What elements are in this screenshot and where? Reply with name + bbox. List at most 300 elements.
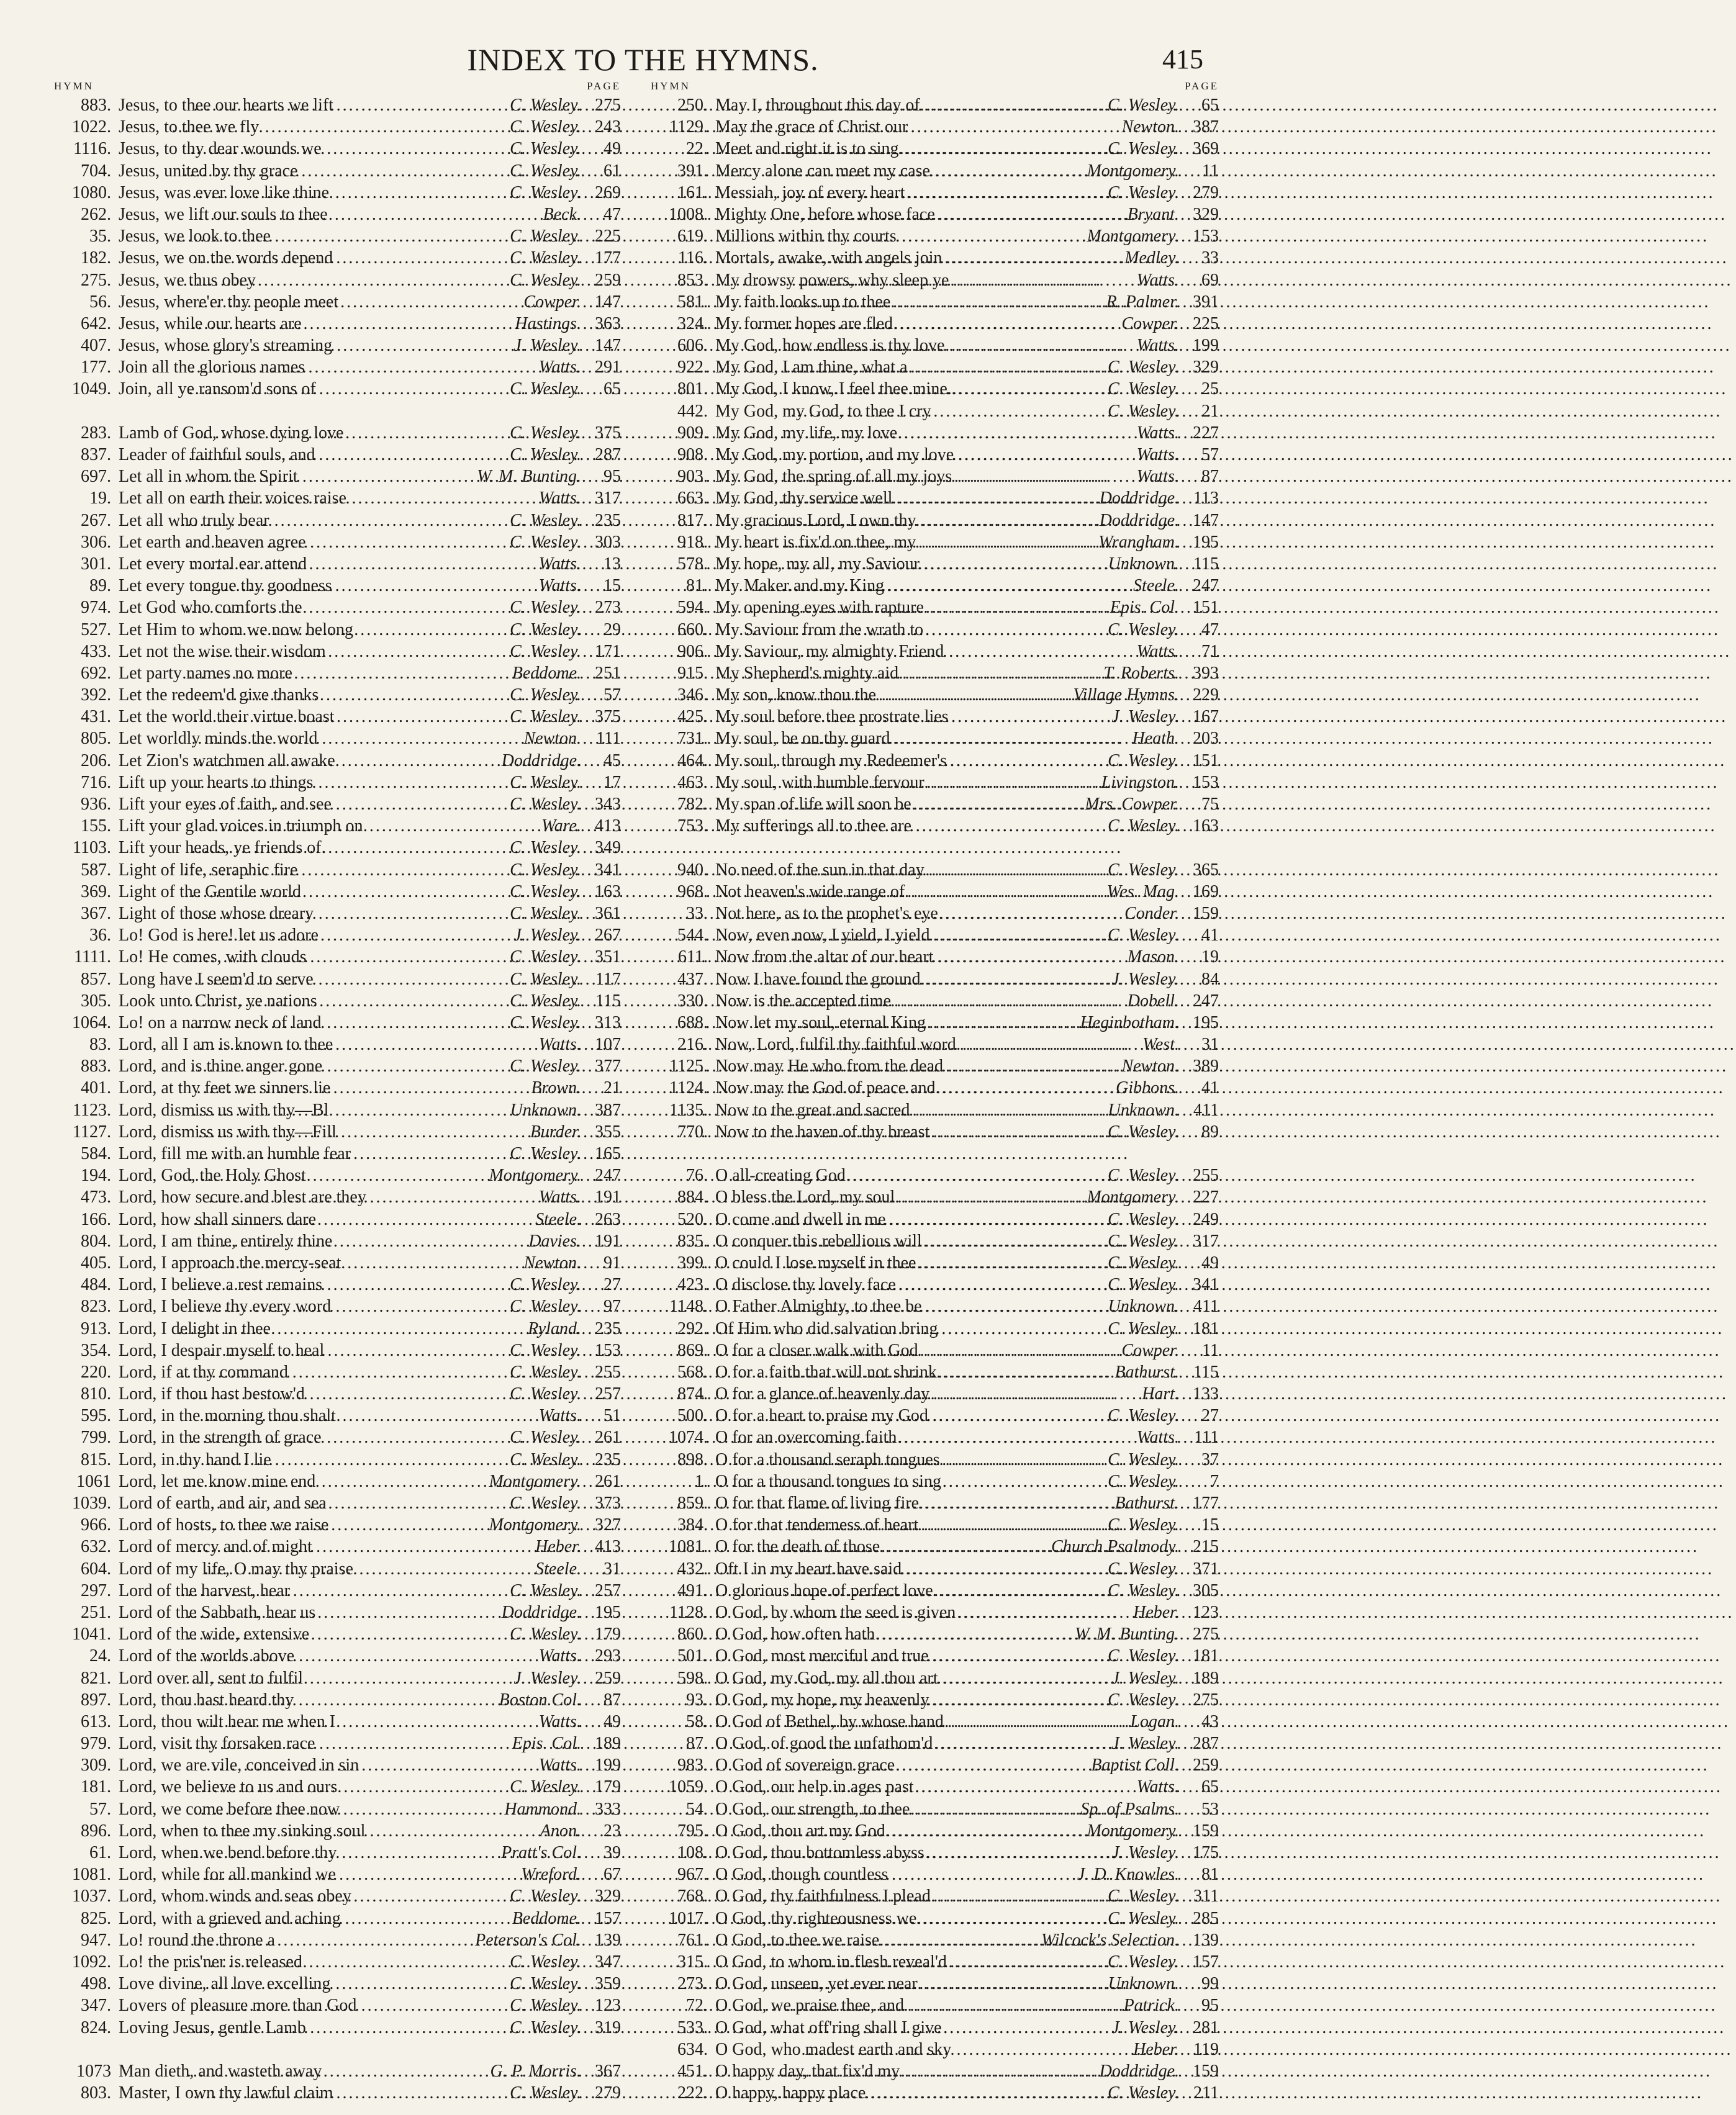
author-name: Medley. [1124, 248, 1179, 268]
first-line: Jesus, we thus obey [119, 270, 256, 290]
index-entry [651, 2060, 1219, 2082]
author-name: J. Wesley. [1111, 1668, 1179, 1688]
page-number: 329 [1193, 358, 1219, 377]
first-line: Lord of the Sabbath, hear us [119, 1602, 316, 1622]
author-name: C. Wesley. [510, 510, 581, 530]
first-line: Now, Lord, fulfil thy faithful word [715, 1035, 956, 1055]
dot-leader [186, 378, 510, 400]
author-name: J. Wesley. [1111, 707, 1179, 727]
author-name: Hart. [1142, 1384, 1179, 1404]
first-line: Jesus, while our hearts are [119, 313, 302, 333]
page-number: 133 [1193, 1384, 1219, 1404]
index-entry [54, 1973, 621, 1995]
hymn-number: 432. [677, 1559, 708, 1579]
hymn-number: 292. [677, 1319, 708, 1338]
hymn-number: 283. [81, 423, 111, 443]
hymn-number: 915. [677, 663, 708, 683]
index-entry [651, 1252, 1219, 1274]
index-entry [54, 378, 621, 400]
author-name: Anon. [540, 1821, 581, 1841]
author-name: Heber. [1133, 1602, 1179, 1622]
right-column [651, 78, 1219, 2104]
index-entry [651, 1209, 1219, 1230]
first-line: O God, our strength, to thee [715, 1799, 910, 1819]
hymn-number: 57. [89, 1799, 111, 1819]
dot-leader [183, 313, 515, 335]
index-entries [54, 94, 621, 2104]
dot-leader [778, 1274, 1108, 1296]
first-line: Jesus, we lift our souls to thee [119, 204, 328, 224]
author-name: C. Wesley. [510, 1057, 581, 1076]
dot-leader [783, 1995, 1123, 2016]
hymn-number: 688. [677, 1012, 708, 1032]
first-line: My God, thy service well [715, 489, 893, 508]
first-line: Lord, I believe thy every word [119, 1297, 332, 1317]
index-entry [54, 1908, 621, 1929]
author-name: G. P. Morris. [490, 2061, 581, 2081]
page-number: 351 [595, 947, 621, 967]
first-line: Lord, fill me with an humble fear [119, 1144, 351, 1163]
dot-leader [798, 335, 1137, 356]
first-line: Lord, when to thee my sinking soul [119, 1821, 366, 1841]
index-entry [651, 531, 1219, 553]
first-line: Messiah, joy of every heart [715, 183, 905, 202]
first-line: Lord of my life, O may thy praise [119, 1559, 353, 1579]
hymn-number: 177. [81, 358, 111, 377]
page-number: 179 [595, 1625, 621, 1644]
author-name: C. Wesley. [510, 1012, 581, 1032]
author-name: C. Wesley. [510, 161, 581, 181]
first-line: O happy, happy place [715, 2083, 866, 2103]
page-number: 347 [595, 1952, 621, 1972]
dot-leader [793, 378, 1108, 400]
page-number: 31 [604, 1559, 621, 1579]
author-name: C. Wesley. [510, 1340, 581, 1360]
first-line: Jesus, we on the words depend [119, 248, 333, 268]
author-name: Watts. [538, 1756, 581, 1775]
page-number: 281 [1193, 2018, 1219, 2037]
page-number: 99 [1201, 1974, 1219, 1994]
hymn-number: 859. [677, 1494, 708, 1513]
hymn-number: 275. [81, 270, 111, 290]
dot-leader [792, 2017, 1111, 2039]
index-entry [54, 990, 621, 1012]
first-line: Lord, visit thy forsaken race [119, 1734, 315, 1754]
index-section [54, 2060, 621, 2104]
dot-leader [194, 1230, 528, 1252]
page-number: 95 [1201, 1996, 1219, 2016]
first-line: Lord, how shall sinners dare [119, 1209, 317, 1229]
page-title: INDEX TO THE HYMNS. [467, 42, 819, 77]
author-name: C. Wesley. [1108, 1275, 1179, 1295]
page-number: 261 [595, 1471, 621, 1491]
dot-leader [785, 553, 1108, 575]
dot-leader [183, 946, 510, 968]
dot-leader [788, 400, 1108, 422]
author-name: C. Wesley. [510, 96, 581, 115]
dot-leader [188, 1274, 510, 1296]
index-entry [651, 1099, 1219, 1121]
hymn-number: 768. [677, 1887, 708, 1906]
index-entry [651, 1733, 1219, 1754]
author-name: C. Wesley. [1108, 1952, 1179, 1972]
first-line: Not heaven's wide range of [715, 882, 905, 901]
dot-leader [778, 2060, 1100, 2082]
page-number: 167 [1193, 707, 1219, 727]
page-number: 147 [595, 336, 621, 356]
dot-leader [790, 1449, 1108, 1471]
page-number: 177 [1193, 1494, 1219, 1513]
index-entry [651, 204, 1219, 225]
page-number: 89 [1201, 1122, 1219, 1142]
hymn-number: 87. [686, 1734, 708, 1754]
index-entry [54, 291, 621, 313]
index-entry [54, 116, 621, 138]
hymn-number: 407. [81, 336, 111, 356]
dot-leader [178, 1361, 510, 1383]
dot-leader [791, 1077, 1116, 1099]
page-number: 369 [1193, 139, 1219, 159]
dot-leader [800, 1602, 1133, 1623]
hymn-number: 76. [686, 1166, 708, 1186]
page-number: 371 [1193, 1559, 1219, 1579]
first-line: O could I lose myself in thee [715, 1253, 916, 1273]
author-name: Bryant. [1127, 204, 1179, 224]
hymn-number: 399. [677, 1253, 708, 1273]
page-number: 111 [1194, 1428, 1219, 1448]
index-entry [54, 1230, 621, 1252]
hymn-number: 815. [81, 1450, 111, 1469]
first-line: O disclose thy lovely face [715, 1275, 896, 1295]
dot-leader [196, 1121, 530, 1143]
page-number: 169 [1193, 882, 1219, 901]
dot-leader [178, 1689, 499, 1711]
first-line: Lift your eyes of faith, and see [119, 795, 332, 814]
page-number: 159 [1193, 2061, 1219, 2081]
page-number: 159 [1193, 1821, 1219, 1841]
hymn-number: 595. [81, 1406, 111, 1426]
page-number: 259 [1193, 1756, 1219, 1775]
hymn-number: 613. [81, 1711, 111, 1731]
author-name: Doddridge. [1099, 510, 1179, 530]
hymn-number: 442. [677, 401, 708, 421]
page-number: 151 [1193, 751, 1219, 770]
author-name: Epis. Col. [512, 1734, 581, 1754]
author-name: C. Wesley. [510, 707, 581, 727]
index-entry [651, 1361, 1219, 1383]
author-name: Mason. [1127, 947, 1179, 967]
index-entry [651, 1798, 1219, 1820]
author-name: C. Wesley. [510, 532, 581, 552]
author-name: Doddridge. [501, 1602, 581, 1622]
first-line: Jesus, whose glory's streaming [119, 336, 333, 356]
index-entry [54, 1711, 621, 1733]
author-name: Wes. Mag. [1106, 882, 1179, 901]
author-name: Watts. [1136, 445, 1179, 464]
author-name: C. Wesley. [1108, 1231, 1179, 1251]
page-number: 411 [1193, 1297, 1219, 1317]
dot-leader [186, 1514, 489, 1536]
page-number: 87 [604, 1690, 621, 1710]
index-entry [651, 1427, 1219, 1448]
first-line: O God, who madest earth and sky [715, 2039, 952, 2059]
dot-leader [183, 1667, 514, 1689]
author-name: Unknown. [1108, 1297, 1179, 1317]
hymn-number: 216. [677, 1035, 708, 1055]
author-name: C. Wesley. [510, 641, 581, 661]
page-number: 225 [1193, 313, 1219, 333]
index-entry [54, 597, 621, 618]
index-entry [651, 313, 1219, 335]
hymn-number: 1017. [669, 1908, 708, 1928]
page-number: 287 [1193, 1734, 1219, 1754]
page-number: 7 [1210, 1471, 1219, 1491]
author-name: C. Wesley. [510, 1297, 581, 1317]
page-number: 275 [1193, 1625, 1219, 1644]
index-entry [54, 1209, 621, 1230]
index-entry [54, 1820, 621, 1842]
hymn-number: 544. [677, 926, 708, 945]
index-entry [651, 378, 1219, 400]
author-name: C. Wesley. [1108, 860, 1179, 880]
page-number: 87 [1201, 467, 1219, 487]
index-entry [651, 1973, 1219, 1995]
hymn-number: 181. [81, 1777, 111, 1797]
hymn-number: 1135. [669, 1100, 708, 1120]
first-line: Let the world their virtue boast [119, 707, 335, 727]
hymn-number: 835. [677, 1231, 708, 1251]
hymn-number: 1125. [669, 1057, 708, 1076]
hymn-number: 347. [81, 1996, 111, 2016]
index-entry [54, 1885, 621, 1907]
page-number: 317 [1193, 1231, 1219, 1251]
page-number: 61 [604, 161, 621, 181]
dot-leader [182, 881, 510, 903]
index-entry [651, 1274, 1219, 1296]
author-name: Cowper. [523, 292, 581, 312]
index-entry [651, 1405, 1219, 1427]
hymn-number: 824. [81, 2018, 111, 2037]
dot-leader [186, 990, 510, 1012]
index-entry [651, 1077, 1219, 1099]
author-name: C. Wesley. [1108, 926, 1179, 945]
author-name: Montgomery. [489, 1166, 581, 1186]
index-entry [651, 1012, 1219, 1034]
dot-leader [188, 924, 513, 946]
dot-leader [191, 793, 510, 815]
author-name: Conder. [1124, 903, 1179, 923]
hymn-number: 306. [81, 532, 111, 552]
first-line: Lo! on a narrow neck of land [119, 1012, 322, 1032]
hymn-number: 663. [677, 489, 708, 508]
author-name: W. M. Bunting. [477, 467, 581, 487]
first-line: Now I have found the ground [715, 969, 921, 989]
index-entry [651, 1230, 1219, 1252]
author-name: C. Wesley. [1108, 816, 1179, 836]
dot-leader [196, 575, 539, 597]
hymn-number: 704. [81, 161, 111, 181]
page-number: 291 [595, 358, 621, 377]
dot-leader [191, 94, 510, 116]
hymn-number: 501. [677, 1646, 708, 1666]
first-line: Let Him to whom we now belong [119, 620, 353, 639]
author-name: Watts. [538, 1406, 581, 1426]
index-entry [651, 1754, 1219, 1776]
author-name: C. Wesley. [510, 1777, 581, 1797]
hymn-number: 81. [686, 576, 708, 596]
hymn-number: 692. [81, 663, 111, 683]
hymn-number: 273. [677, 1974, 708, 1994]
dot-leader [782, 1012, 1080, 1034]
author-name: Peterson's Col. [475, 1930, 581, 1950]
first-line: My soul, through my Redeemer's [715, 751, 947, 770]
index-entry [651, 1776, 1219, 1798]
hymn-number: 874. [677, 1384, 708, 1404]
first-line: O God, unseen, yet ever near [715, 1974, 918, 1994]
page-number: 41 [1201, 1078, 1219, 1098]
dot-leader [184, 2060, 491, 2082]
index-entry [54, 94, 621, 116]
hymn-number: 1081. [669, 1537, 708, 1557]
author-name: Watts. [1136, 1777, 1179, 1797]
hymn-number: 897. [81, 1690, 111, 1710]
index-entry [54, 1623, 621, 1645]
page-number: 243 [595, 117, 621, 137]
dot-leader [197, 1405, 539, 1427]
first-line: O God, thou art my God [715, 1821, 885, 1841]
first-line: O God, thy righteousness we [715, 1908, 917, 1928]
dot-leader [188, 1012, 510, 1034]
hymn-number: 604. [81, 1559, 111, 1579]
index-entry [651, 1471, 1219, 1492]
index-section [651, 1165, 1219, 2104]
first-line: Lord, we believe to us and ours [119, 1777, 338, 1797]
index-entry [651, 1842, 1219, 1864]
page-number: 285 [1193, 1908, 1219, 1928]
first-line: Not here, as to the prophet's eye [715, 903, 938, 923]
hymn-number: 250. [677, 96, 708, 115]
author-name: Watts. [538, 1035, 581, 1055]
author-name: C. Wesley. [1108, 751, 1179, 770]
hymn-number: 967. [677, 1865, 708, 1885]
author-name: C. Wesley. [510, 1625, 581, 1644]
hymn-number: 587. [81, 860, 111, 880]
page-number: 17 [604, 772, 621, 792]
page-number: 269 [595, 183, 621, 202]
index-entry [54, 1754, 621, 1776]
hymn-number: 940. [677, 860, 708, 880]
index-entry [651, 815, 1219, 837]
index-entry [651, 1667, 1219, 1689]
page-number: 25 [1201, 379, 1219, 399]
dot-leader [791, 1361, 1114, 1383]
index-entry [54, 313, 621, 335]
index-entry [54, 1383, 621, 1405]
first-line: Let Zion's watchmen all awake [119, 751, 335, 770]
first-line: Lord, if at thy command [119, 1362, 288, 1382]
dot-leader [790, 1318, 1108, 1340]
index-entry [651, 793, 1219, 815]
first-line: Lord, thou hast heard thy [119, 1690, 294, 1710]
first-line: My son, know thou the [715, 685, 876, 705]
page-column-label: PAGE [1185, 80, 1219, 92]
dot-leader [191, 247, 510, 269]
dot-leader [179, 1580, 510, 1602]
dot-leader [186, 903, 510, 924]
author-name: Ryland. [528, 1319, 581, 1338]
dot-leader [799, 269, 1137, 291]
index-entry [651, 335, 1219, 356]
first-line: My drowsy powers, why sleep ye [715, 270, 949, 290]
dot-leader [196, 1885, 510, 1907]
hymn-number: 1127. [73, 1122, 111, 1142]
page-number: 175 [1193, 1843, 1219, 1862]
page-number: 259 [595, 270, 621, 290]
dot-leader [788, 924, 1108, 946]
first-line: My Saviour from the wrath to [715, 620, 924, 639]
hymn-number: 392. [81, 685, 111, 705]
hymn-number: 346. [677, 685, 708, 705]
page-number: 69 [1201, 270, 1219, 290]
page-number: 255 [1193, 1166, 1219, 1186]
hymn-number: 660. [677, 620, 708, 639]
hymn-number: 437. [677, 969, 708, 989]
first-line: O for a closer walk with God [715, 1340, 918, 1360]
dot-leader [206, 1820, 540, 1842]
hymn-number: 391. [677, 161, 708, 181]
first-line: Lord of mercy and of might [119, 1537, 312, 1557]
hymn-number: 805. [81, 729, 111, 749]
first-line: My God, I am thine, what a [715, 358, 908, 377]
hymn-number: 922. [677, 358, 708, 377]
hymn-number: 1041. [72, 1625, 111, 1644]
first-line: Jesus, was ever love like thine [119, 183, 330, 202]
author-name: Watts. [538, 489, 581, 508]
folio-page-number: 415 [1162, 44, 1203, 74]
dot-leader [800, 466, 1137, 487]
dot-leader [792, 1951, 1108, 1973]
index-entry [54, 1645, 621, 1667]
dot-leader [173, 1449, 510, 1471]
index-entry [651, 1820, 1219, 1842]
dot-leader [184, 1623, 510, 1645]
dot-leader [786, 968, 1112, 990]
first-line: O God, our help in ages past [715, 1777, 914, 1797]
index-entry [54, 728, 621, 749]
hymn-number: 795. [677, 1821, 708, 1841]
page-number: 303 [595, 532, 621, 552]
dot-leader [200, 487, 538, 509]
hymn-number: 753. [677, 816, 708, 836]
dot-leader [183, 1383, 510, 1405]
page-number: 117 [595, 969, 621, 989]
page-number: 45 [604, 751, 621, 770]
index-entry [651, 924, 1219, 946]
dot-leader [191, 1209, 535, 1230]
first-line: O for a heart to praise my God [715, 1406, 928, 1426]
first-line: My Saviour, my almighty Friend [715, 641, 944, 661]
index-entry [54, 859, 621, 881]
index-entry [54, 772, 621, 793]
author-name: J. Wesley. [513, 336, 581, 356]
author-name: J. Wesley. [513, 926, 581, 945]
author-name: Doddridge. [1099, 489, 1179, 508]
page-number: 65 [1201, 1777, 1219, 1797]
author-name: Pratt's Col. [501, 1843, 581, 1862]
first-line: O Father Almighty, to thee be [715, 1297, 922, 1317]
hymn-number: 968. [677, 882, 708, 901]
author-name: C. Wesley. [510, 1974, 581, 1994]
